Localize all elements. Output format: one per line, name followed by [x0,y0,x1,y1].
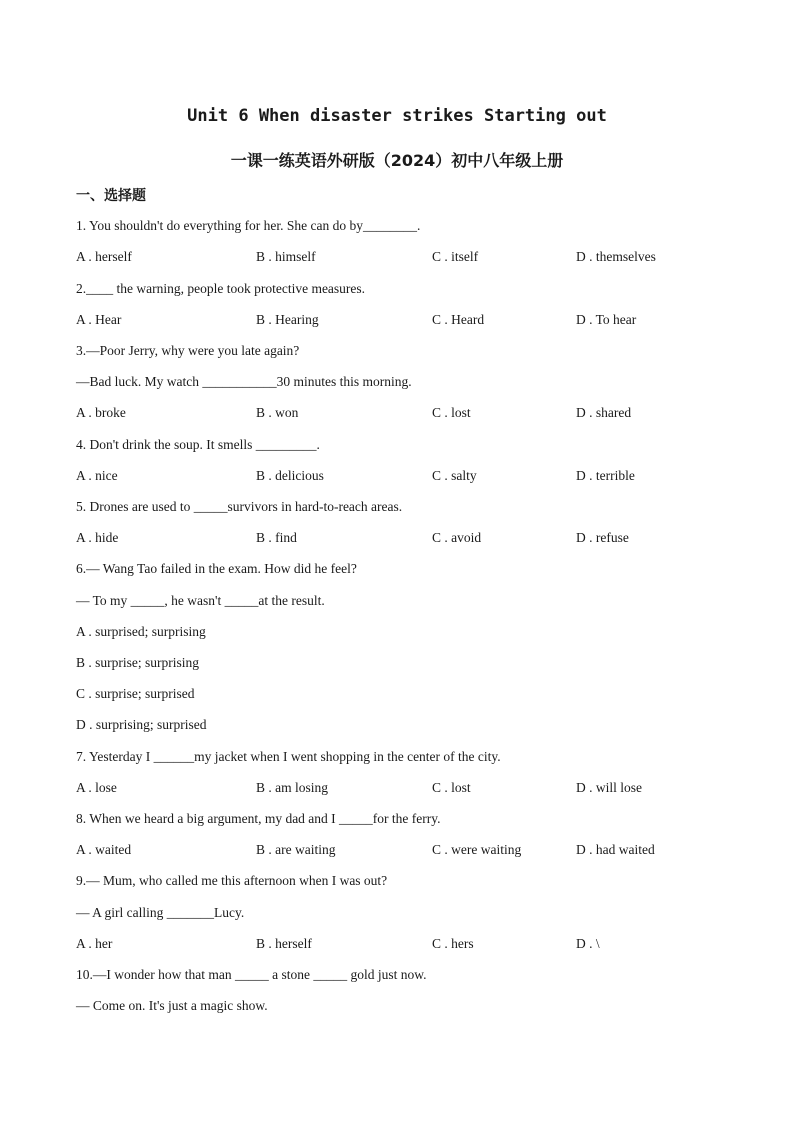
question-4-options [76,467,716,485]
option-c: C . hers [432,936,474,951]
option-d: D . refuse [576,530,629,545]
option-d: D . will lose [576,780,642,795]
question-2-text: 2.____ the warning, people took protective measures. [76,281,366,296]
option-a: A . lose [76,780,117,795]
option-a: A . nice [76,468,118,483]
question-3-options [76,404,716,422]
question-5-text: 5. Drones are used to _____survivors in hard-to-reach areas. [76,499,403,514]
option-c: C . Heard [432,312,485,327]
option-a: A . her [76,936,113,951]
question-5-options [76,529,716,547]
option-c: C . avoid [432,530,482,545]
question-10-text-line2: — Come on. It's just a magic show. [76,998,268,1013]
option-a: A . hide [76,530,119,545]
question-7-options [76,779,716,797]
question-1-options [76,248,716,266]
option-b: B . are waiting [256,842,336,857]
option-a: A . Hear [76,312,122,327]
question-6-option-b: B . surprise; surprising [76,655,199,670]
option-c: C . were waiting [432,842,522,857]
option-a: A . herself [76,249,132,264]
option-b: B . find [256,530,297,545]
option-b: B . Hearing [256,312,319,327]
question-6-option-d: D . surprising; surprised [76,717,207,732]
question-4-text: 4. Don't drink the soup. It smells _________. [76,437,320,452]
question-10-text: 10.—I wonder how that man _____ a stone _____ gold just now. [76,967,427,982]
option-d: D . shared [576,405,632,420]
question-9-options [76,935,716,953]
question-3-text-line2: —Bad luck. My watch ___________30 minutes this morning. [76,374,412,389]
question-1-text: 1. You shouldn't do everything for her. She can do by________. [76,218,421,233]
page-title: Unit 6 When disaster strikes Starting out [187,106,607,126]
option-c: C . lost [432,405,471,420]
option-d: D . terrible [576,468,635,483]
option-b: B . won [256,405,299,420]
page-subtitle: 一课一练英语外研版（2024）初中八年级上册 [230,151,564,170]
question-8-text: 8. When we heard a big argument, my dad and I _____for the ferry. [76,811,441,826]
question-7-text: 7. Yesterday I ______my jacket when I went shopping in the center of the city. [76,749,501,764]
question-6-option-c: C . surprise; surprised [76,686,195,701]
question-6-text: 6.— Wang Tao failed in the exam. How did he feel? [76,561,357,576]
option-d: D . themselves [576,249,656,264]
question-6-option-a: A . surprised; surprising [76,624,206,639]
option-c: C . itself [432,249,479,264]
option-a: A . broke [76,405,126,420]
option-b: B . delicious [256,468,324,483]
option-b: B . herself [256,936,312,951]
question-8-options [76,841,716,859]
question-9-text: 9.— Mum, who called me this afternoon when I was out? [76,873,388,888]
option-d: D . had waited [576,842,655,857]
option-b: B . himself [256,249,316,264]
section-heading: 一、选择题 [76,188,146,204]
question-9-text-line2: — A girl calling _______Lucy. [76,905,245,920]
option-c: C . lost [432,780,471,795]
option-c: C . salty [432,468,477,483]
option-b: B . am losing [256,780,329,795]
option-d: D . To hear [576,312,637,327]
option-a: A . waited [76,842,132,857]
question-6-text-line2: — To my _____, he wasn't _____at the result. [76,593,325,608]
question-2-options [76,311,716,329]
question-3-text: 3.—Poor Jerry, why were you late again? [76,343,300,358]
option-d: D . \ [576,936,600,951]
